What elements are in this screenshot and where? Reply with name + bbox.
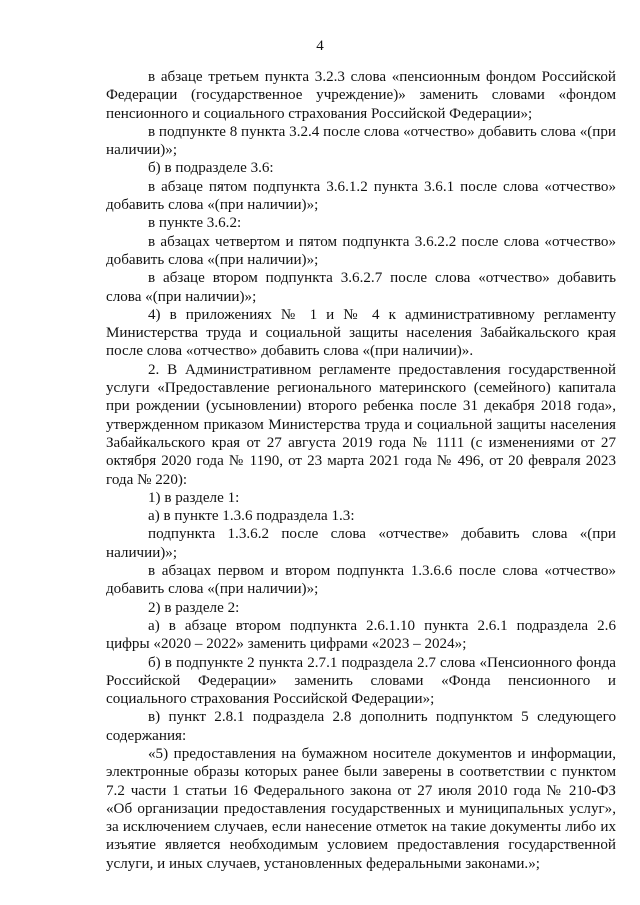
document-body (106, 68, 616, 873)
paragraph: а) в абзаце втором подпункта 2.6.1.10 пункта 2.6.1 подраздела 2.6 цифры «2020 – 2022» заменить цифрами «2023 – 2024»; (106, 617, 616, 653)
paragraph: подпункта 1.3.6.2 после слова «отчестве» добавить слова «(при наличии)»; (106, 526, 616, 561)
paragraph: 1) в разделе 1: (148, 489, 240, 506)
paragraph: «5) предоставления на бумажном носителе документов и информации, электронные образы которых ранее были заверены в соответствии с пунктом 7.2 части 1 статьи 16 Федерального закона от 27 июля 2010 года № 210-ФЗ «Об организации предоставления государственных и муниципальных услуг», за исключением случаев, если нанесение отметок на такие документы либо их изъятие является необходимым условием предоставления государственной услуги, и иных случаев, установленных федеральными законами.»; (106, 745, 616, 872)
paragraph: б) в подпункте 2 пункта 2.7.1 подраздела 2.7 слова «Пенсионного фонда Российской Федерации» заменить словами «Фонда пенсионного и социального страхования Российской Федерации»; (106, 654, 616, 708)
paragraph: 2) в разделе 2: (148, 599, 240, 616)
paragraph: в абзаце пятом подпункта 3.6.1.2 пункта 3.6.1 после слова «отчество» добавить слова «(при наличии)»; (106, 178, 616, 214)
paragraph: б) в подразделе 3.6: (148, 160, 274, 177)
paragraph: в подпункте 8 пункта 3.2.4 после слова «отчество» добавить слова «(при наличии)»; (106, 123, 616, 159)
paragraph: 4) в приложениях № 1 и № 4 к административному регламенту Министерства труда и социальной защиты населения Забайкальского края после слова «отчество» добавить слова «(при наличии)». (106, 306, 616, 360)
paragraph: 2. В Административном регламенте предоставления государственной услуги «Предоставление регионального материнского (семейного) капитала при рождении (усыновлении) второго ребенка после 31 декабря 2018 года», утвержденном приказом Министерства труда и социальной защиты населения Забайкальского края от 27 августа 2019 года № 1111 (с изменениями от 27 октября 2020 года № 1190, от 23 марта 2021 года № 496, от 20 февраля 2023 года № 220): (106, 361, 616, 488)
page-number: 4 (316, 38, 324, 54)
paragraph: в абзаце втором подпункта 3.6.2.7 после слова «отчество» добавить слова «(при наличии)»; (106, 270, 616, 305)
paragraph: в) пункт 2.8.1 подраздела 2.8 дополнить подпунктом 5 следующего содержания: (106, 709, 616, 744)
paragraph: в пункте 3.6.2: (148, 215, 242, 232)
paragraph: а) в пункте 1.3.6 подраздела 1.3: (148, 508, 355, 525)
paragraph: в абзацах первом и втором подпункта 1.3.6.6 после слова «отчество» добавить слова «(при наличии)»; (106, 563, 616, 598)
paragraph: в абзаце третьем пункта 3.2.3 слова «пенсионным фондом Российской Федерации (государственное учреждение)» заменить словами «фондом пенсионного и социального страхования Российской Федерации»; (106, 69, 616, 122)
paragraph: в абзацах четвертом и пятом подпункта 3.6.2.2 после слова «отчество» добавить слова «(при наличии)»; (106, 233, 616, 268)
